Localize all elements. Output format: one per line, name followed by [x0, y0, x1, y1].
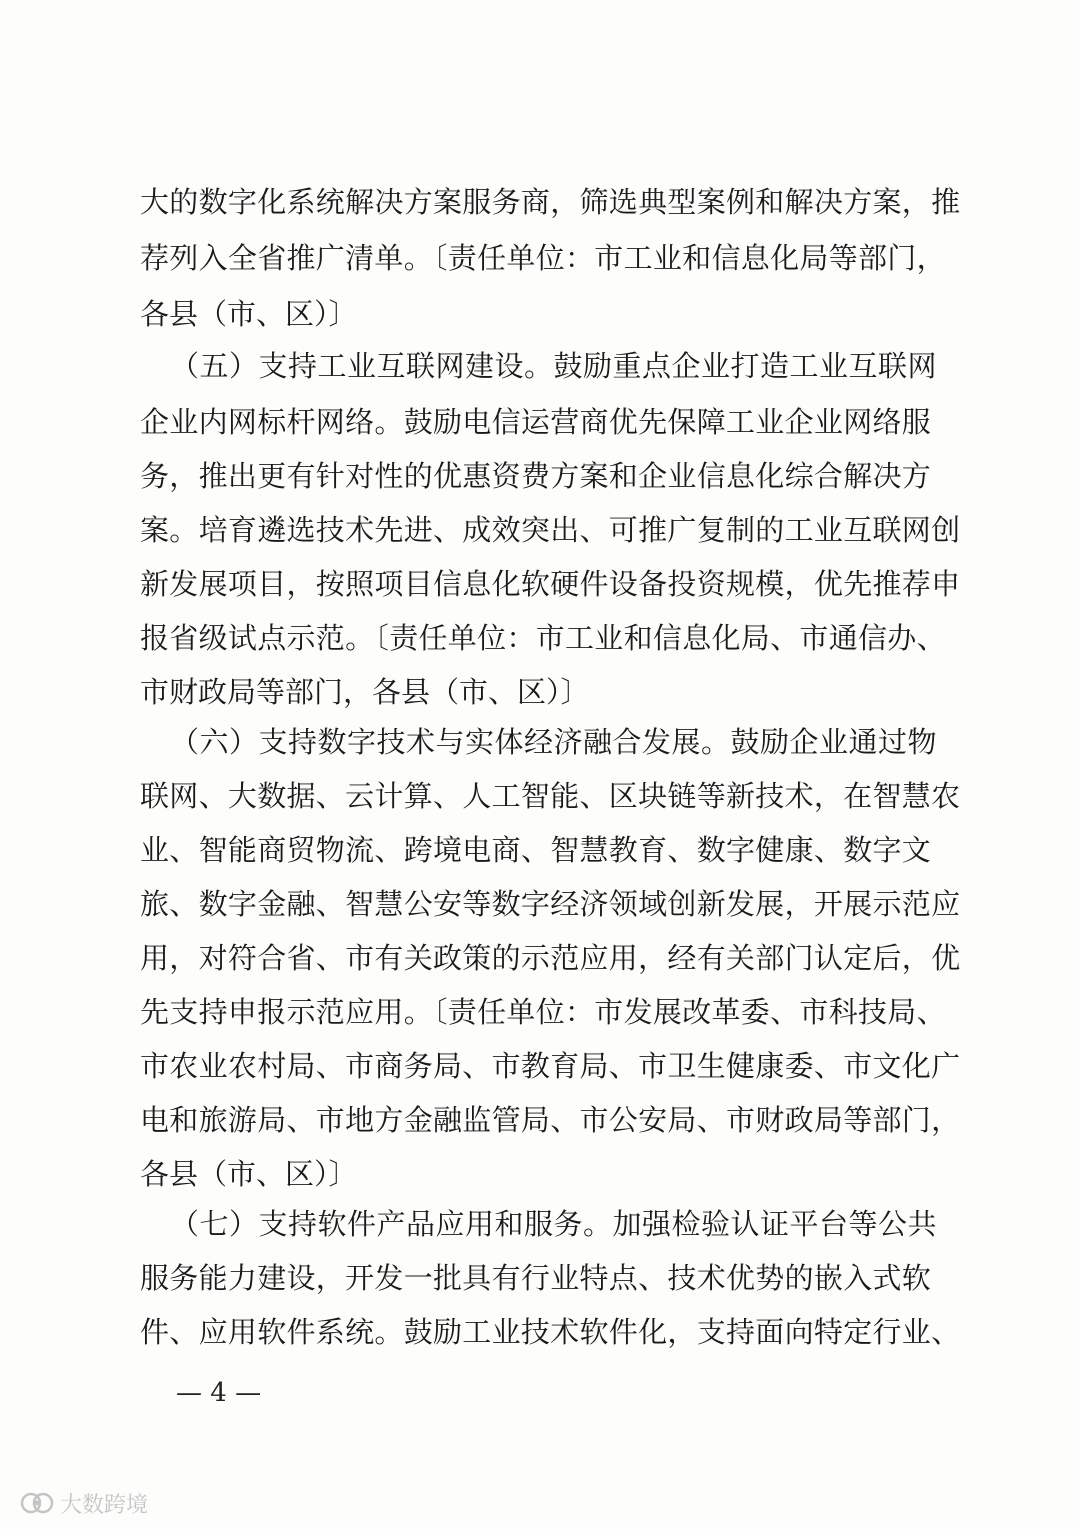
text-line-10: 市财政局等部门，各县（市、区）〕: [140, 675, 590, 709]
brand-logo-icon: [20, 1490, 54, 1516]
text-line-18: 电和旅游局、市地方金融监管局、市公安局、市财政局等部门，: [140, 1103, 961, 1137]
text-line-22: 件、应用软件系统。鼓励工业技术软件化，支持面向特定行业、: [140, 1315, 961, 1349]
section-5-heading-line: （五）支持工业互联网建设。鼓励重点企业打造工业互联网: [170, 349, 938, 383]
text-line-1: 大的数字化系统解决方案服务商，筛选典型案例和解决方案，推: [140, 185, 961, 219]
text-line-16: 先支持申报示范应用。〔责任单位：市发展改革委、市科技局、: [140, 995, 946, 1029]
text-line-13: 业、智能商贸物流、跨境电商、智慧教育、数字健康、数字文: [140, 833, 932, 867]
page-number: — 4 —: [176, 1378, 262, 1408]
text-line-14: 旅、数字金融、智慧公安等数字经济领域创新发展，开展示范应: [140, 887, 961, 921]
text-line-15: 用，对符合省、市有关政策的示范应用，经有关部门认定后，优: [140, 941, 961, 975]
text-line-8: 新发展项目，按照项目信息化软硬件设备投资规模，优先推荐申: [140, 567, 961, 601]
text-line-5: 企业内网标杆网络。鼓励电信运营商优先保障工业企业网络服: [140, 405, 932, 439]
section-7-heading-line: （七）支持软件产品应用和服务。加强检验认证平台等公共: [170, 1207, 938, 1241]
text-line-12: 联网、大数据、云计算、人工智能、区块链等新技术，在智慧农: [140, 779, 961, 813]
text-line-7: 案。培育遴选技术先进、成效突出、可推广复制的工业互联网创: [140, 513, 961, 547]
text-line-21: 服务能力建设，开发一批具有行业特点、技术优势的嵌入式软: [140, 1261, 932, 1295]
section-6-heading-line: （六）支持数字技术与实体经济融合发展。鼓励企业通过物: [170, 725, 938, 759]
text-line-19: 各县（市、区）〕: [140, 1157, 358, 1191]
watermark: [20, 1487, 148, 1519]
text-line-6: 务，推出更有针对性的优惠资费方案和企业信息化综合解决方: [140, 459, 932, 493]
text-line-3: 各县（市、区）〕: [140, 297, 358, 331]
watermark-text: 大数跨境: [60, 1492, 149, 1518]
text-line-2: 荐列入全省推广清单。〔责任单位：市工业和信息化局等部门，: [140, 241, 946, 275]
text-line-17: 市农业农村局、市商务局、市教育局、市卫生健康委、市文化广: [140, 1049, 961, 1083]
text-line-9: 报省级试点示范。〔责任单位：市工业和信息化局、市通信办、: [140, 621, 946, 655]
